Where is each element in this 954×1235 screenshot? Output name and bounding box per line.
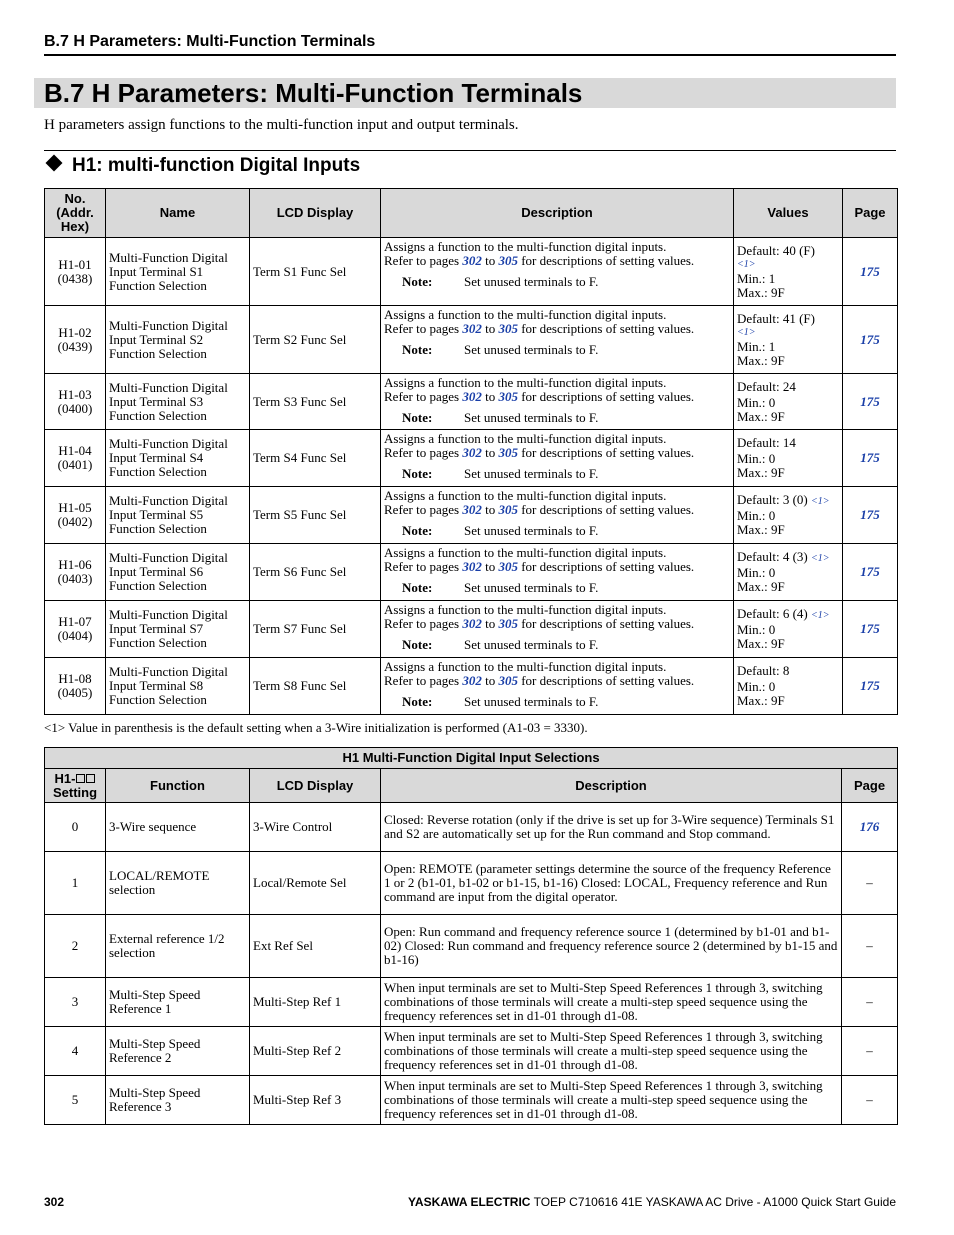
param-address: (0401) [57, 457, 93, 472]
col-header-page: Page [842, 769, 898, 803]
default-value [737, 664, 839, 680]
lcd-display: Term S8 Func Sel [250, 658, 381, 715]
desc-text: for descriptions of setting values. [517, 616, 695, 631]
default-value: Default: 41 (F) [737, 310, 815, 326]
desc-text: to [481, 616, 499, 631]
note [384, 467, 730, 481]
desc-text: Refer to pages [384, 616, 463, 631]
section-rule [44, 150, 896, 151]
lcd-display: Term S3 Func Sel [250, 374, 381, 430]
description: When input terminals are set to Multi-Step Speed References 1 through 3, switching combinations of those terminals will create a multi-step speed sequence using the frequency references set in d1-01 through d1-08. [381, 1076, 842, 1125]
default-value [737, 380, 839, 396]
function-name: 3-Wire sequence [106, 803, 250, 852]
min-value: Min.: 0 [737, 679, 776, 694]
desc-text: to [481, 253, 499, 268]
param-number-cell [45, 601, 106, 658]
description: Closed: Reverse rotation (only if the drive is set up for 3-Wire sequence) Terminals S1 and S2 are automatically set up for the Run command and Stop command. [381, 803, 842, 852]
desc-line2 [384, 446, 730, 460]
page-value: – [842, 978, 898, 1027]
desc-text: to [481, 321, 499, 336]
footnote-marker[interactable]: <1> [737, 258, 756, 270]
values-cell [734, 487, 843, 544]
desc-line1: Assigns a function to the multi-function digital inputs. [384, 431, 667, 446]
min-value: Min.: 0 [737, 508, 776, 523]
note [384, 695, 730, 709]
lcd-display: Term S4 Func Sel [250, 430, 381, 487]
default-text: Default: 6 (4) [737, 606, 808, 621]
table-row [45, 238, 898, 306]
page-link[interactable]: 305 [498, 253, 518, 268]
parameter-table [44, 188, 898, 715]
table-row [45, 852, 898, 915]
desc-text: to [481, 502, 499, 517]
running-header: B.7 H Parameters: Multi-Function Terminals [44, 33, 376, 50]
max-value: Max.: 9F [737, 352, 785, 368]
desc-text: for descriptions of setting values. [517, 445, 695, 460]
param-number: H1-01 [58, 256, 92, 272]
note-text: Set unused terminals to F. [464, 523, 599, 538]
page-value: – [842, 1076, 898, 1125]
param-name: Multi-Function Digital Input Terminal S8 Function Selection [106, 658, 250, 715]
desc-text: for descriptions of setting values. [517, 321, 695, 336]
note [384, 638, 730, 652]
col-header-name: Name [106, 189, 250, 238]
page-link[interactable]: 302 [462, 559, 482, 574]
table-row [45, 978, 898, 1027]
note-text: Set unused terminals to F. [464, 274, 599, 289]
default-text: Default: 24 [737, 378, 796, 394]
default-value [737, 607, 839, 623]
lcd-display: Multi-Step Ref 3 [250, 1076, 381, 1125]
footer-doc [408, 1195, 896, 1209]
param-number: H1-03 [58, 386, 92, 402]
desc-text: Refer to pages [384, 559, 463, 574]
default-text: Default: 8 [737, 663, 790, 678]
min-value: Min.: 0 [737, 451, 776, 466]
param-number-cell [45, 238, 106, 306]
values-cell [734, 430, 843, 487]
page-link[interactable]: 305 [498, 389, 518, 404]
col-header-lcd: LCD Display [250, 189, 381, 238]
values-cell [734, 306, 843, 374]
description: When input terminals are set to Multi-Step Speed References 1 through 3, switching combinations of those terminals will create a multi-step speed sequence using the frequency references set in d1-01 through d1-08. [381, 978, 842, 1027]
desc-line1: Assigns a function to the multi-function digital inputs. [384, 545, 667, 560]
desc-line1: Assigns a function to the multi-function digital inputs. [384, 239, 667, 254]
param-number-cell [45, 658, 106, 715]
max-value: Max.: 9F [737, 465, 785, 480]
table-row [45, 601, 898, 658]
values-cell [734, 544, 843, 601]
param-number: H1-02 [58, 324, 92, 340]
page-link[interactable]: 175 [843, 487, 898, 544]
page-link[interactable]: 302 [462, 673, 482, 688]
page-link[interactable]: 302 [462, 502, 482, 517]
description: Open: Run command and frequency reference source 1 (determined by b1-01 and b1-02) Closed: Run command and frequency reference source 2 (determined by b1-15 and b1-16) [381, 915, 842, 978]
page-link[interactable]: 175 [843, 430, 898, 487]
page-link[interactable]: 175 [843, 658, 898, 715]
param-number: H1-08 [58, 671, 92, 686]
param-address: (0402) [57, 514, 93, 529]
table-row [45, 658, 898, 715]
note-text: Set unused terminals to F. [464, 694, 599, 709]
desc-line1: Assigns a function to the multi-function digital inputs. [384, 375, 667, 390]
table-row [45, 1076, 898, 1125]
max-value: Max.: 9F [737, 579, 785, 594]
note [384, 411, 730, 425]
col-header-description: Description [381, 769, 842, 803]
param-name: Multi-Function Digital Input Terminal S4 Function Selection [106, 430, 250, 487]
param-number-cell [45, 374, 106, 430]
param-address: (0403) [57, 571, 93, 586]
param-name: Multi-Function Digital Input Terminal S3 Function Selection [106, 374, 250, 430]
param-address: (0438) [57, 270, 93, 286]
intro-text: H parameters assign functions to the multi-function input and output terminals. [44, 117, 519, 133]
values-cell [734, 374, 843, 430]
desc-line2 [384, 254, 730, 268]
table-row [45, 306, 898, 374]
param-name: Multi-Function Digital Input Terminal S6 Function Selection [106, 544, 250, 601]
page-link[interactable]: 175 [843, 374, 898, 430]
param-number-cell [45, 487, 106, 544]
footnote-marker[interactable]: <1> [737, 326, 756, 338]
col-header-setting [45, 769, 106, 803]
footnote-marker[interactable]: <1> [811, 496, 830, 507]
desc-text: Refer to pages [384, 389, 463, 404]
note-text: Set unused terminals to F. [464, 410, 599, 425]
page-link[interactable]: 175 [843, 306, 898, 374]
section-heading [44, 155, 360, 177]
page-link[interactable]: 305 [498, 445, 518, 460]
desc-text: Refer to pages [384, 673, 463, 688]
desc-text: to [481, 559, 499, 574]
desc-text: for descriptions of setting values. [517, 502, 695, 517]
table-row [45, 803, 898, 852]
page-value: – [842, 852, 898, 915]
table-row [45, 374, 898, 430]
col-header-description: Description [381, 189, 734, 238]
col-header-values: Values [734, 189, 843, 238]
desc-line2 [384, 674, 730, 688]
footnote: <1> Value in parenthesis is the default setting when a 3-Wire initialization is performed (A1-03 = 3330). [44, 720, 588, 735]
page-link[interactable]: 176 [842, 803, 898, 852]
setting-value: 4 [45, 1027, 106, 1076]
default-value [737, 550, 839, 566]
description-cell [381, 487, 734, 544]
note-label: Note: [402, 637, 433, 652]
min-value: Min.: 1 [737, 270, 776, 286]
param-name: Multi-Function Digital Input Terminal S1 Function Selection [106, 238, 250, 306]
note-text: Set unused terminals to F. [464, 466, 599, 481]
placeholder-box-icon [86, 774, 95, 783]
lcd-display: Term S2 Func Sel [250, 306, 381, 374]
desc-text: for descriptions of setting values. [517, 253, 695, 268]
max-value: Max.: 9F [737, 636, 785, 651]
page-link[interactable]: 302 [462, 616, 482, 631]
function-name: Multi-Step Speed Reference 3 [106, 1076, 250, 1125]
description-cell [381, 374, 734, 430]
note-label: Note: [402, 523, 433, 538]
desc-line1: Assigns a function to the multi-function digital inputs. [384, 659, 667, 674]
table-row [45, 1027, 898, 1076]
desc-text: to [481, 389, 499, 404]
param-name: Multi-Function Digital Input Terminal S7 Function Selection [106, 601, 250, 658]
default-text: Default: 3 (0) [737, 492, 808, 507]
desc-line2 [384, 560, 730, 574]
description: Open: REMOTE (parameter settings determine the source of the frequency Reference 1 or 2 (b1-01, b1-02 or b1-15, b1-16) Closed: LOCAL, Frequency reference and Run command are input from the digital operator. [381, 852, 842, 915]
function-name: External reference 1/2 selection [106, 915, 250, 978]
desc-text: Refer to pages [384, 321, 463, 336]
diamond-bullet-icon [46, 155, 63, 172]
lcd-display: Ext Ref Sel [250, 915, 381, 978]
param-name: Multi-Function Digital Input Terminal S5 Function Selection [106, 487, 250, 544]
footnote-marker[interactable]: <1> [811, 610, 830, 621]
page-link[interactable]: 302 [462, 389, 482, 404]
default-text: Default: 14 [737, 435, 796, 450]
default-text: Default: 4 (3) [737, 549, 808, 564]
setting-header-label: Setting [52, 784, 98, 800]
col-header-no: No. (Addr. Hex) [45, 189, 106, 238]
col-header-page: Page [843, 189, 898, 238]
table-row [45, 544, 898, 601]
section-heading-text: H1: multi-function Digital Inputs [72, 155, 361, 176]
param-name: Multi-Function Digital Input Terminal S2 Function Selection [106, 306, 250, 374]
min-value: Min.: 0 [737, 622, 776, 637]
lcd-display: Term S5 Func Sel [250, 487, 381, 544]
min-value: Min.: 0 [737, 394, 776, 410]
min-value: Min.: 1 [737, 338, 776, 354]
table-row [45, 915, 898, 978]
default-value [737, 436, 839, 452]
page-number: 302 [44, 1195, 65, 1209]
page-link[interactable]: 175 [843, 544, 898, 601]
values-cell [734, 238, 843, 306]
note [384, 524, 730, 538]
page-link[interactable]: 305 [498, 559, 518, 574]
description: When input terminals are set to Multi-Step Speed References 1 through 3, switching combinations of those terminals will create a multi-step speed sequence using the frequency references set in d1-01 through d1-08. [381, 1027, 842, 1076]
desc-text: for descriptions of setting values. [517, 673, 695, 688]
description-cell [381, 544, 734, 601]
max-value: Max.: 9F [737, 522, 785, 537]
values-cell [734, 601, 843, 658]
param-address: (0400) [57, 400, 93, 416]
note-label: Note: [402, 342, 433, 357]
page-link[interactable]: 305 [498, 673, 518, 688]
description-cell [381, 238, 734, 306]
default-value: Default: 40 (F) [737, 242, 815, 258]
title-bar [34, 78, 896, 108]
table-row [45, 487, 898, 544]
desc-line2 [384, 390, 730, 404]
lcd-display: 3-Wire Control [250, 803, 381, 852]
param-number: H1-06 [58, 557, 92, 572]
placeholder-box-icon [76, 774, 85, 783]
note [384, 275, 730, 289]
max-value: Max.: 9F [737, 693, 785, 708]
note [384, 343, 730, 357]
function-name: Multi-Step Speed Reference 1 [106, 978, 250, 1027]
desc-line2 [384, 322, 730, 336]
setting-value: 2 [45, 915, 106, 978]
description-cell [381, 658, 734, 715]
page-link[interactable]: 305 [498, 502, 518, 517]
table-row [45, 430, 898, 487]
page-link[interactable]: 302 [462, 253, 482, 268]
page-link[interactable]: 175 [843, 238, 898, 306]
footnote-marker[interactable]: <1> [811, 553, 830, 564]
desc-text: Refer to pages [384, 502, 463, 517]
max-value: Max.: 9F [737, 408, 785, 424]
setting-value: 5 [45, 1076, 106, 1125]
param-number: H1-07 [58, 614, 92, 629]
note-label: Note: [402, 410, 433, 425]
col-header-function: Function [106, 769, 250, 803]
param-number: H1-04 [58, 443, 92, 458]
desc-line2 [384, 617, 730, 631]
note-text: Set unused terminals to F. [464, 637, 599, 652]
desc-text: for descriptions of setting values. [517, 559, 695, 574]
description-cell [381, 430, 734, 487]
page-link[interactable]: 175 [843, 601, 898, 658]
lcd-display: Multi-Step Ref 1 [250, 978, 381, 1027]
note-label: Note: [402, 694, 433, 709]
note-label: Note: [402, 274, 433, 289]
col-header-lcd: LCD Display [250, 769, 381, 803]
table-caption: H1 Multi-Function Digital Input Selections [45, 748, 898, 769]
desc-text: for descriptions of setting values. [517, 389, 695, 404]
desc-text: to [481, 445, 499, 460]
page-value: – [842, 1027, 898, 1076]
desc-line1: Assigns a function to the multi-function digital inputs. [384, 307, 667, 322]
footer-doc-title: TOEP C710616 41E YASKAWA AC Drive - A1000 Quick Start Guide [530, 1195, 896, 1209]
lcd-display: Term S1 Func Sel [250, 238, 381, 306]
note-text: Set unused terminals to F. [464, 342, 599, 357]
desc-line1: Assigns a function to the multi-function digital inputs. [384, 602, 667, 617]
max-value: Max.: 9F [737, 284, 785, 300]
lcd-display: Multi-Step Ref 2 [250, 1027, 381, 1076]
desc-text: Refer to pages [384, 253, 463, 268]
desc-line2 [384, 503, 730, 517]
min-value: Min.: 0 [737, 565, 776, 580]
setting-value: 3 [45, 978, 106, 1027]
desc-text: to [481, 673, 499, 688]
footer-brand: YASKAWA ELECTRIC [408, 1195, 531, 1209]
note-label: Note: [402, 466, 433, 481]
setting-value: 0 [45, 803, 106, 852]
page-value: – [842, 915, 898, 978]
function-name: LOCAL/REMOTE selection [106, 852, 250, 915]
param-number-cell [45, 306, 106, 374]
values-cell [734, 658, 843, 715]
param-address: (0439) [57, 338, 93, 354]
note-text: Set unused terminals to F. [464, 580, 599, 595]
lcd-display: Term S6 Func Sel [250, 544, 381, 601]
description-cell [381, 601, 734, 658]
lcd-display: Term S7 Func Sel [250, 601, 381, 658]
param-number-cell [45, 430, 106, 487]
page-title: B.7 H Parameters: Multi-Function Terminals [44, 78, 583, 108]
param-address: (0405) [57, 685, 93, 700]
lcd-display: Local/Remote Sel [250, 852, 381, 915]
desc-text: Refer to pages [384, 445, 463, 460]
setting-value: 1 [45, 852, 106, 915]
default-value [737, 493, 839, 509]
param-number-cell [45, 544, 106, 601]
param-number: H1-05 [58, 500, 92, 515]
note-label: Note: [402, 580, 433, 595]
page-link[interactable]: 305 [498, 616, 518, 631]
setting-header-prefix: H1- [54, 770, 76, 786]
note [384, 581, 730, 595]
page-link[interactable]: 302 [462, 445, 482, 460]
function-name: Multi-Step Speed Reference 2 [106, 1027, 250, 1076]
page-link[interactable]: 305 [498, 321, 518, 336]
desc-line1: Assigns a function to the multi-function digital inputs. [384, 488, 667, 503]
page-link[interactable]: 302 [462, 321, 482, 336]
description-cell [381, 306, 734, 374]
param-address: (0404) [57, 628, 93, 643]
selections-table [44, 747, 898, 1125]
header-rule [44, 54, 896, 56]
